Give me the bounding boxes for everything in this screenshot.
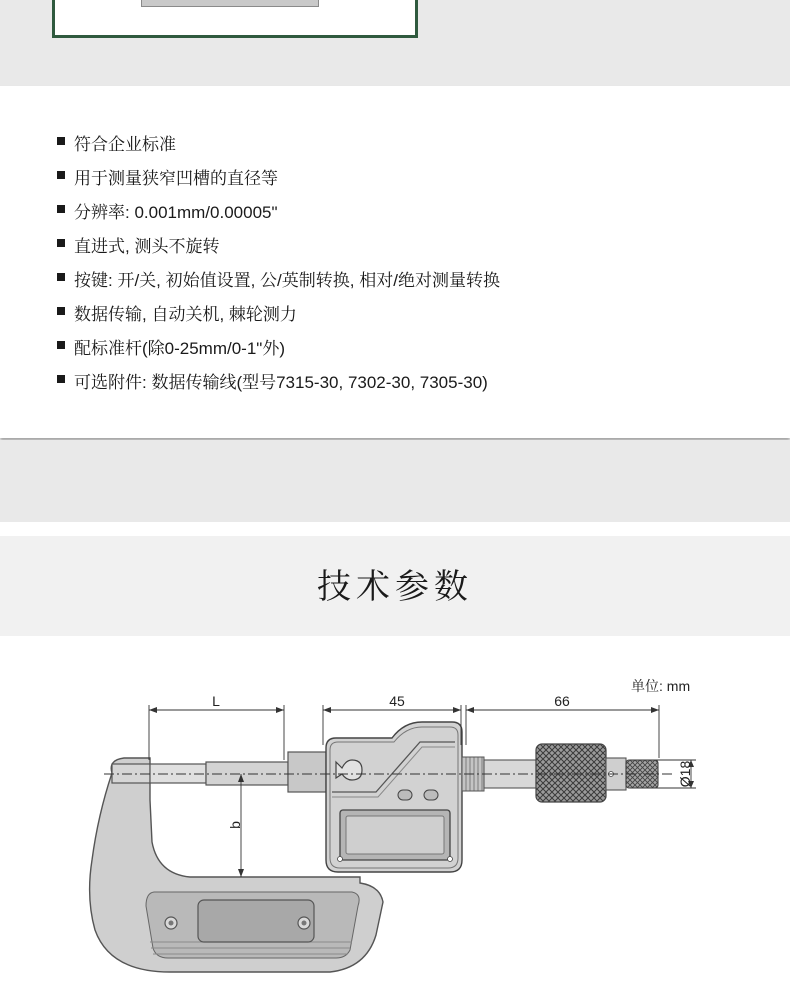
- bullet-square-icon: [57, 375, 65, 383]
- bullet-square-icon: [57, 171, 65, 179]
- feature-item: [56, 198, 500, 232]
- feature-text: 直进式, 测头不旋转: [74, 237, 220, 256]
- feature-text: 数据传输, 自动关机, 棘轮测力: [74, 305, 297, 324]
- section-heading: 技术参数: [317, 566, 473, 607]
- button-left-icon: [398, 790, 412, 800]
- separator-band: [0, 440, 790, 522]
- spindle-collar: [288, 752, 326, 792]
- feature-text: 配标准杆(除0-25mm/0-1"外): [74, 339, 285, 358]
- feature-item: [56, 334, 500, 368]
- feature-item: [56, 164, 500, 198]
- top-image-inner-plate: [141, 0, 319, 7]
- feature-item: [56, 300, 500, 334]
- bullet-square-icon: [57, 205, 65, 213]
- top-image-band: [0, 0, 790, 86]
- bullet-square-icon: [57, 307, 65, 315]
- feature-item: [56, 130, 500, 164]
- bullet-square-icon: [57, 273, 65, 281]
- thimble-knurl: [536, 744, 606, 802]
- dim-label-b: b: [227, 821, 243, 829]
- spindle-sleeve: [206, 762, 288, 785]
- dim-label-d18: Ø18: [677, 760, 693, 788]
- separator-white-strip: [0, 522, 790, 536]
- micrometer-drawing: [0, 636, 790, 1008]
- feature-item: [56, 266, 500, 300]
- anvil: [112, 764, 150, 783]
- spindle: [150, 764, 206, 783]
- section-heading-band: [0, 536, 790, 636]
- feature-text: 按键: 开/关, 初始值设置, 公/英制转换, 相对/绝对测量转换: [74, 271, 500, 290]
- frame-grip-window: [198, 900, 314, 942]
- feature-item: [56, 368, 500, 402]
- feature-text: 可选附件: 数据传输线(型号7315-30, 7302-30, 7305-30): [74, 373, 488, 392]
- button-right-icon: [424, 790, 438, 800]
- top-image-panel: [52, 0, 418, 38]
- dim-label-66: 66: [554, 693, 570, 709]
- unit-label: 单位: mm: [631, 678, 691, 694]
- feature-text: 用于测量狭窄凹槽的直径等: [74, 169, 278, 188]
- bullet-square-icon: [57, 137, 65, 145]
- feature-text: 符合企业标准: [74, 135, 176, 154]
- feature-item: [56, 232, 500, 266]
- bullet-square-icon: [57, 341, 65, 349]
- feature-text: 分辨率: 0.001mm/0.00005": [74, 203, 278, 222]
- feature-card: [0, 86, 790, 438]
- dim-label-l: L: [212, 693, 220, 709]
- feature-list: [56, 130, 500, 402]
- bullet-square-icon: [57, 239, 65, 247]
- micrometer-diagram-svg: [0, 636, 790, 1008]
- dim-label-45: 45: [389, 693, 405, 709]
